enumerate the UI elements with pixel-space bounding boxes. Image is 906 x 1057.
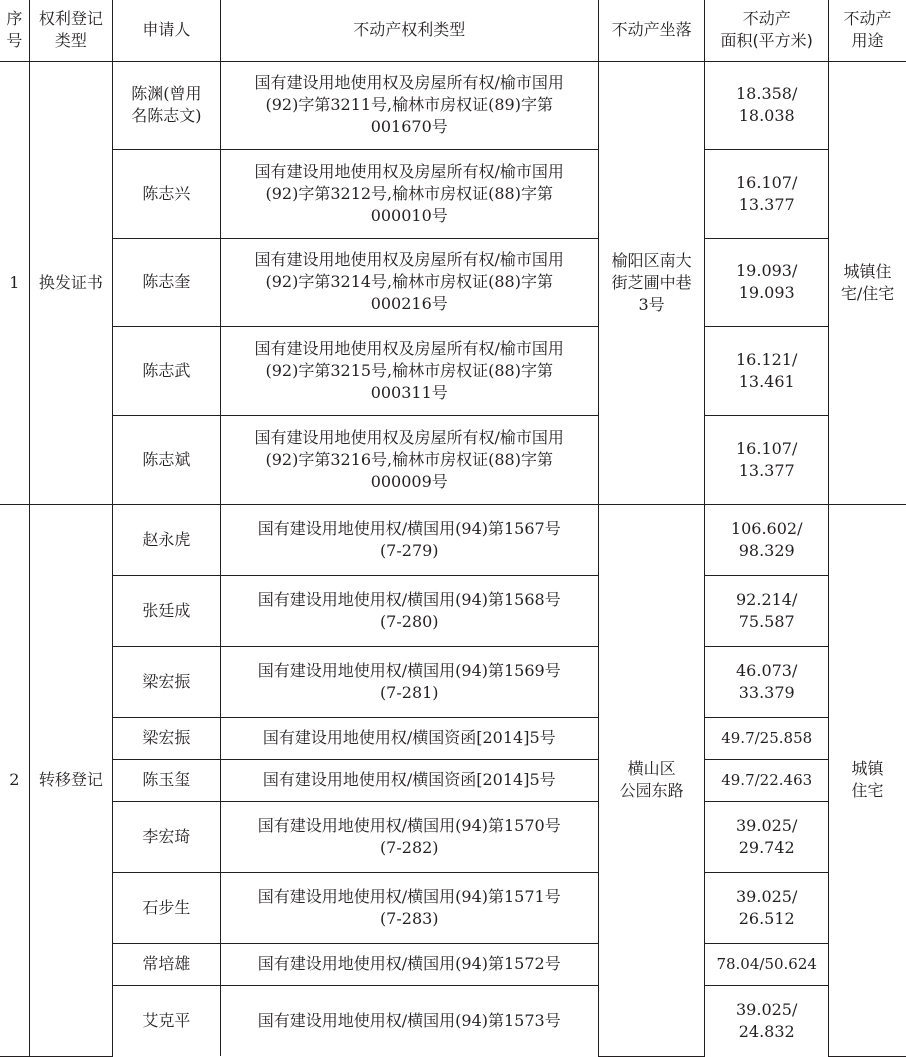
- right-type-cell: 国有建设用地使用权/横国用(94)第1572号: [220, 943, 598, 985]
- usage-cell: 城镇 住宅: [829, 504, 906, 1056]
- right-type-cell: 国有建设用地使用权/横国资函[2014]5号: [220, 759, 598, 801]
- location-cell: 榆阳区南大 街芝圃中巷 3号: [598, 61, 705, 504]
- table-row: [0, 943, 906, 985]
- area-cell: 18.358/ 18.038: [705, 61, 829, 149]
- area-cell: 39.025/ 26.512: [705, 872, 829, 943]
- table-row: [0, 415, 906, 504]
- table-row: [0, 238, 906, 326]
- area-cell: 16.107/ 13.377: [705, 149, 829, 238]
- area-cell: 92.214/ 75.587: [705, 575, 829, 646]
- header-reg-type: 权利登记 类型: [29, 0, 112, 61]
- reg-type-cell: 换发证书: [29, 61, 112, 504]
- right-type-cell: 国有建设用地使用权及房屋所有权/榆市国用 (92)字第3214号,榆林市房权证(88)字第 000216号: [220, 238, 598, 326]
- table-row: [0, 985, 906, 1056]
- seq-cell: 2: [0, 504, 29, 1056]
- header-location: 不动产坐落: [598, 0, 705, 61]
- applicant-cell: 陈玉玺: [113, 759, 221, 801]
- applicant-cell: 陈志武: [113, 326, 221, 415]
- header-right-type: 不动产权利类型: [220, 0, 598, 61]
- area-cell: 16.107/ 13.377: [705, 415, 829, 504]
- location-cell: 横山区 公园东路: [598, 504, 705, 1056]
- applicant-cell: 李宏琦: [113, 801, 221, 872]
- table-row: [0, 149, 906, 238]
- right-type-cell: 国有建设用地使用权/横国用(94)第1567号 (7-279): [220, 504, 598, 575]
- table-row: [0, 717, 906, 759]
- table-row: [0, 326, 906, 415]
- header-applicant: 申请人: [113, 0, 221, 61]
- applicant-cell: 梁宏振: [113, 717, 221, 759]
- header-area: 不动产 面积(平方米): [705, 0, 829, 61]
- usage-cell: 城镇住 宅/住宅: [829, 61, 906, 504]
- applicant-cell: 梁宏振: [113, 646, 221, 717]
- area-cell: 46.073/ 33.379: [705, 646, 829, 717]
- table-row: [0, 801, 906, 872]
- applicant-cell: 艾克平: [113, 985, 221, 1056]
- right-type-cell: 国有建设用地使用权及房屋所有权/榆市国用 (92)字第3215号,榆林市房权证(88)字第 000311号: [220, 326, 598, 415]
- applicant-cell: 石步生: [113, 872, 221, 943]
- applicant-cell: 常培雄: [113, 943, 221, 985]
- applicant-cell: 陈渊(曾用 名陈志文): [113, 61, 221, 149]
- area-cell: 106.602/ 98.329: [705, 504, 829, 575]
- right-type-cell: 国有建设用地使用权及房屋所有权/榆市国用 (92)字第3211号,榆林市房权证(89)字第 001670号: [220, 61, 598, 149]
- seq-cell: 1: [0, 61, 29, 504]
- table-row: [0, 759, 906, 801]
- area-cell: 39.025/ 24.832: [705, 985, 829, 1056]
- right-type-cell: 国有建设用地使用权/横国资函[2014]5号: [220, 717, 598, 759]
- applicant-cell: 陈志兴: [113, 149, 221, 238]
- area-cell: 49.7/25.858: [705, 717, 829, 759]
- table-row: [0, 61, 906, 149]
- applicant-cell: 张廷成: [113, 575, 221, 646]
- table-row: [0, 872, 906, 943]
- applicant-cell: 陈志斌: [113, 415, 221, 504]
- area-cell: 16.121/ 13.461: [705, 326, 829, 415]
- right-type-cell: 国有建设用地使用权/横国用(94)第1568号 (7-280): [220, 575, 598, 646]
- right-type-cell: 国有建设用地使用权/横国用(94)第1571号 (7-283): [220, 872, 598, 943]
- right-type-cell: 国有建设用地使用权及房屋所有权/榆市国用 (92)字第3216号,榆林市房权证(88)字第 000009号: [220, 415, 598, 504]
- area-cell: 39.025/ 29.742: [705, 801, 829, 872]
- table-row: [0, 646, 906, 717]
- header-row: [0, 0, 906, 61]
- right-type-cell: 国有建设用地使用权/横国用(94)第1570号 (7-282): [220, 801, 598, 872]
- right-type-cell: 国有建设用地使用权及房屋所有权/榆市国用 (92)字第3212号,榆林市房权证(88)字第 000010号: [220, 149, 598, 238]
- header-seq: 序 号: [0, 0, 29, 61]
- area-cell: 49.7/22.463: [705, 759, 829, 801]
- area-cell: 78.04/50.624: [705, 943, 829, 985]
- table-row: [0, 504, 906, 575]
- right-type-cell: 国有建设用地使用权/横国用(94)第1569号 (7-281): [220, 646, 598, 717]
- applicant-cell: 陈志奎: [113, 238, 221, 326]
- right-type-cell: 国有建设用地使用权/横国用(94)第1573号: [220, 985, 598, 1056]
- applicant-cell: 赵永虎: [113, 504, 221, 575]
- table-row: [0, 575, 906, 646]
- header-usage: 不动产 用途: [829, 0, 906, 61]
- area-cell: 19.093/ 19.093: [705, 238, 829, 326]
- reg-type-cell: 转移登记: [29, 504, 112, 1056]
